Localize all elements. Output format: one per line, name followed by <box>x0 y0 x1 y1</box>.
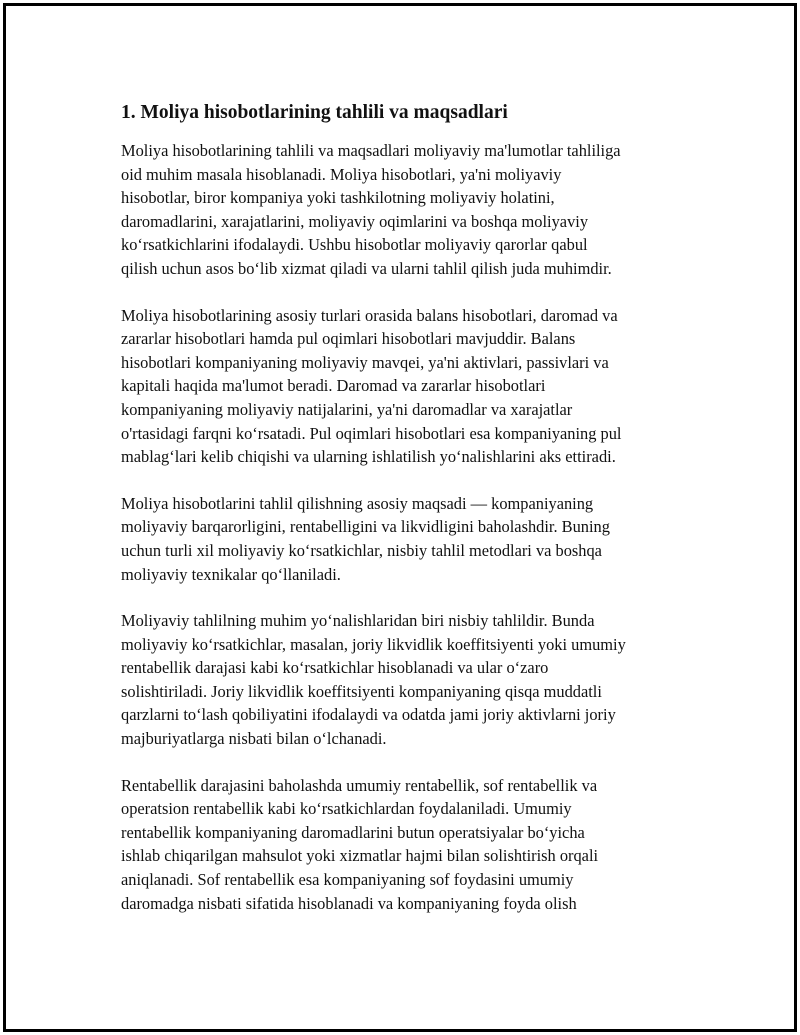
text-line: rentabellik darajasi kabi ko‘rsatkichlar hisoblanadi va ular o‘zaro <box>121 658 549 678</box>
page-frame <box>3 3 797 1032</box>
text-line: daromadga nisbati sifatida hisoblanadi va kompaniyaning foyda olish <box>121 893 577 913</box>
paragraph-3 <box>121 492 696 586</box>
text-line: mablag‘lari kelib chiqishi va ularning ishlatilish yo‘nalishlarini aks ettiradi. <box>121 447 616 467</box>
text-line: daromadlarini, xarajatlarini, moliyaviy oqimlarini va boshqa moliyaviy <box>121 211 589 231</box>
text-line: zararlar hisobotlari hamda pul oqimlari hisobotlari mavjuddir. Balans <box>121 329 576 349</box>
text-line: qarzlarni to‘lash qobiliyatini ifodalaydi va odatda jami joriy aktivlarni joriy <box>121 705 616 725</box>
paragraph-1 <box>121 139 696 281</box>
text-line: ko‘rsatkichlarini ifodalaydi. Ushbu hisobotlar moliyaviy qarorlar qabul <box>121 235 588 255</box>
text-line: moliyaviy texnikalar qo‘llaniladi. <box>121 564 341 584</box>
text-line: Moliya hisobotlarining asosiy turlari orasida balans hisobotlari, daromad va <box>121 305 618 325</box>
text-line: moliyaviy ko‘rsatkichlar, masalan, joriy likvidlik koeffitsiyenti yoki umumiy <box>121 634 626 654</box>
text-line: hisobotlar, biror kompaniya yoki tashkilotning moliyaviy holatini, <box>121 188 555 208</box>
text-line: operatsion rentabellik kabi ko‘rsatkichlardan foydalaniladi. Umumiy <box>121 799 572 819</box>
text-line: solishtiriladi. Joriy likvidlik koeffitsiyenti kompaniyaning qisqa muddatli <box>121 681 602 701</box>
text-line: Moliya hisobotlarini tahlil qilishning asosiy maqsadi — kompaniyaning <box>121 493 594 513</box>
text-line: hisobotlari kompaniyaning moliyaviy mavqei, ya'ni aktivlari, passivlari va <box>121 352 609 372</box>
paragraph-4 <box>121 609 696 751</box>
text-line: rentabellik kompaniyaning daromadlarini butun operatsiyalar bo‘yicha <box>121 822 585 842</box>
text-line: moliyaviy barqarorligini, rentabelligini va likvidligini baholashdir. Buning <box>121 517 610 537</box>
text-line: Rentabellik darajasini baholashda umumiy rentabellik, sof rentabellik va <box>121 775 598 795</box>
paragraph-5 <box>121 774 696 916</box>
text-line: kompaniyaning moliyaviy natijalarini, ya'ni daromadlar va xarajatlar <box>121 399 573 419</box>
text-line: o'rtasidagi farqni ko‘rsatadi. Pul oqimlari hisobotlari esa kompaniyaning pul <box>121 423 622 443</box>
text-line: aniqlanadi. Sof rentabellik esa kompaniyaning sof foydasini umumiy <box>121 870 574 890</box>
text-line: Moliyaviy tahlilning muhim yo‘nalishlaridan biri nisbiy tahlildir. Bunda <box>121 611 595 631</box>
section-heading: 1. Moliya hisobotlarining tahlili va maqsadlari <box>121 102 508 123</box>
document-body <box>121 99 696 938</box>
text-line: Moliya hisobotlarining tahlili va maqsadlari moliyaviy ma'lumotlar tahliliga <box>121 141 621 160</box>
paragraph-2 <box>121 304 696 469</box>
text-line: majburiyatlarga nisbati bilan o‘lchanadi. <box>121 729 387 749</box>
text-line: ishlab chiqarilgan mahsulot yoki xizmatlar hajmi bilan solishtirish orqali <box>121 846 599 866</box>
text-line: qilish uchun asos bo‘lib xizmat qiladi va ularni tahlil qilish juda muhimdir. <box>121 258 612 278</box>
text-line: oid muhim masala hisoblanadi. Moliya hisobotlari, ya'ni moliyaviy <box>121 164 562 184</box>
text-line: uchun turli xil moliyaviy ko‘rsatkichlar, nisbiy tahlil metodlari va boshqa <box>121 540 602 560</box>
text-line: kapitali haqida ma'lumot beradi. Daromad va zararlar hisobotlari <box>121 376 546 396</box>
